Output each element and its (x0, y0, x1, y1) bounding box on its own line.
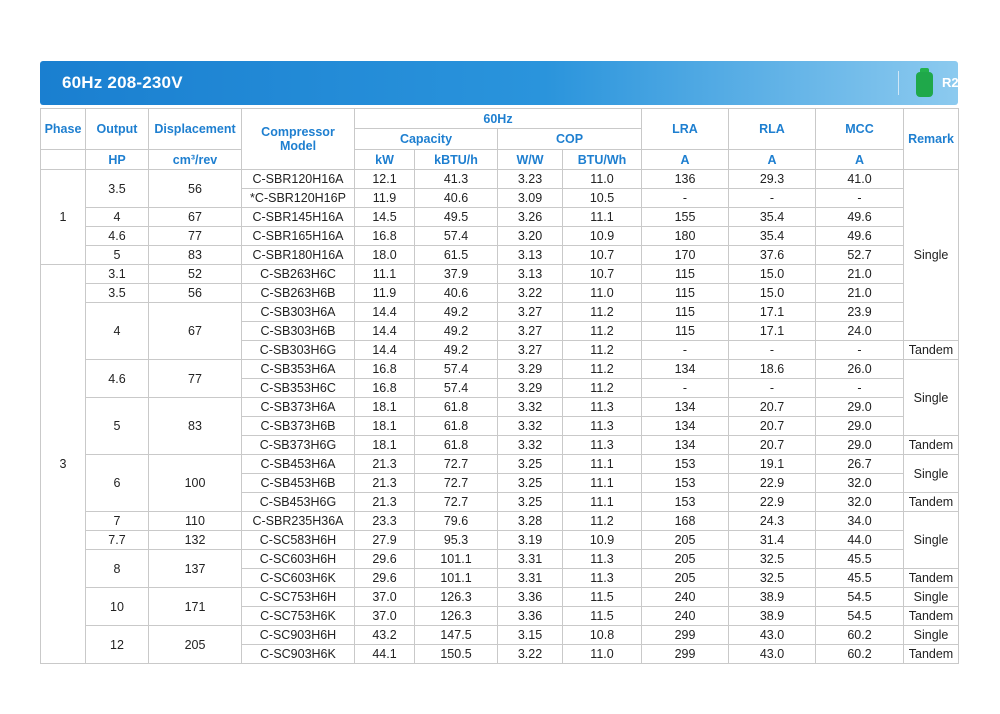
unit-mcc: A (816, 150, 904, 170)
rla-cell: 22.9 (729, 474, 816, 493)
mcc-cell: 32.0 (816, 493, 904, 512)
table-row (41, 227, 959, 246)
kbtu-cell: 57.4 (415, 360, 498, 379)
model-cell: C-SB303H6A (242, 303, 355, 322)
remark-cell: Tandem (904, 607, 959, 626)
kbtu-cell: 72.7 (415, 493, 498, 512)
lra-cell: 153 (642, 474, 729, 493)
btuwh-cell: 10.9 (563, 531, 642, 550)
col-60hz: 60Hz (355, 109, 642, 129)
rla-cell: 38.9 (729, 588, 816, 607)
remark-cell: Tandem (904, 493, 959, 512)
model-cell: C-SC603H6H (242, 550, 355, 569)
mcc-cell: 29.0 (816, 436, 904, 455)
lra-cell: 153 (642, 493, 729, 512)
ww-cell: 3.27 (498, 303, 563, 322)
kbtu-cell: 40.6 (415, 284, 498, 303)
kbtu-cell: 49.5 (415, 208, 498, 227)
table-row (41, 398, 959, 417)
unit-hp: HP (86, 150, 149, 170)
model-cell: C-SB303H6G (242, 341, 355, 360)
btuwh-cell: 11.1 (563, 474, 642, 493)
banner-divider (898, 71, 899, 95)
lra-cell: 299 (642, 645, 729, 664)
remark-cell: Single (904, 170, 959, 341)
ww-cell: 3.22 (498, 284, 563, 303)
remark-cell: Tandem (904, 341, 959, 360)
rla-cell: 20.7 (729, 436, 816, 455)
kbtu-cell: 72.7 (415, 455, 498, 474)
disp-cell: 67 (149, 208, 242, 227)
btuwh-cell: 11.2 (563, 303, 642, 322)
kw-cell: 18.1 (355, 398, 415, 417)
ww-cell: 3.29 (498, 379, 563, 398)
btuwh-cell: 11.1 (563, 455, 642, 474)
kbtu-cell: 57.4 (415, 379, 498, 398)
ww-cell: 3.29 (498, 360, 563, 379)
ww-cell: 3.25 (498, 493, 563, 512)
kbtu-cell: 49.2 (415, 322, 498, 341)
refrigerant-label: R22 (942, 75, 966, 90)
btuwh-cell: 11.2 (563, 322, 642, 341)
btuwh-cell: 10.7 (563, 265, 642, 284)
mcc-cell: 24.0 (816, 322, 904, 341)
lra-cell: - (642, 341, 729, 360)
rla-cell: - (729, 341, 816, 360)
model-cell: C-SB303H6B (242, 322, 355, 341)
phase-cell: 3 (41, 265, 86, 664)
btuwh-cell: 11.3 (563, 398, 642, 417)
rla-cell: 22.9 (729, 493, 816, 512)
ww-cell: 3.25 (498, 474, 563, 493)
btuwh-cell: 11.3 (563, 550, 642, 569)
ww-cell: 3.36 (498, 607, 563, 626)
lra-cell: 155 (642, 208, 729, 227)
mcc-cell: 29.0 (816, 417, 904, 436)
model-cell: *C-SBR120H16P (242, 189, 355, 208)
rla-cell: - (729, 379, 816, 398)
mcc-cell: - (816, 189, 904, 208)
unit-btuwh: BTU/Wh (563, 150, 642, 170)
kw-cell: 16.8 (355, 227, 415, 246)
btuwh-cell: 11.2 (563, 512, 642, 531)
model-cell: C-SBR165H16A (242, 227, 355, 246)
compressor-spec-table (40, 108, 959, 664)
rla-cell: 37.6 (729, 246, 816, 265)
col-displacement: Displacement (149, 109, 242, 150)
model-cell: C-SBR235H36A (242, 512, 355, 531)
kbtu-cell: 61.5 (415, 246, 498, 265)
rla-cell: 15.0 (729, 284, 816, 303)
mcc-cell: 29.0 (816, 398, 904, 417)
mcc-cell: 60.2 (816, 626, 904, 645)
kw-cell: 21.3 (355, 455, 415, 474)
disp-cell: 77 (149, 360, 242, 398)
kbtu-cell: 126.3 (415, 588, 498, 607)
remark-cell: Single (904, 512, 959, 569)
kbtu-cell: 57.4 (415, 227, 498, 246)
disp-cell: 67 (149, 303, 242, 360)
hp-cell: 5 (86, 246, 149, 265)
lra-cell: 170 (642, 246, 729, 265)
disp-cell: 56 (149, 170, 242, 208)
hp-cell: 4.6 (86, 227, 149, 246)
col-rla: RLA (729, 109, 816, 150)
table-row (41, 550, 959, 569)
col-output: Output (86, 109, 149, 150)
refrigerant-cylinder-icon (916, 68, 933, 98)
table-row (41, 246, 959, 265)
mcc-cell: 60.2 (816, 645, 904, 664)
rla-cell: 15.0 (729, 265, 816, 284)
mcc-cell: 54.5 (816, 588, 904, 607)
kbtu-cell: 41.3 (415, 170, 498, 189)
table-row (41, 588, 959, 607)
mcc-cell: - (816, 379, 904, 398)
ww-cell: 3.32 (498, 417, 563, 436)
lra-cell: 205 (642, 569, 729, 588)
lra-cell: 115 (642, 265, 729, 284)
kw-cell: 14.4 (355, 322, 415, 341)
mcc-cell: 45.5 (816, 550, 904, 569)
lra-cell: 134 (642, 436, 729, 455)
ww-cell: 3.22 (498, 645, 563, 664)
hp-cell: 4.6 (86, 360, 149, 398)
lra-cell: 134 (642, 398, 729, 417)
rla-cell: 35.4 (729, 227, 816, 246)
kbtu-cell: 40.6 (415, 189, 498, 208)
model-cell: C-SC583H6H (242, 531, 355, 550)
lra-cell: 115 (642, 322, 729, 341)
hp-cell: 10 (86, 588, 149, 626)
rla-cell: 38.9 (729, 607, 816, 626)
mcc-cell: 26.0 (816, 360, 904, 379)
model-cell: C-SC903H6H (242, 626, 355, 645)
mcc-cell: 34.0 (816, 512, 904, 531)
ww-cell: 3.25 (498, 455, 563, 474)
remark-cell: Single (904, 360, 959, 436)
remark-cell: Tandem (904, 436, 959, 455)
disp-cell: 52 (149, 265, 242, 284)
rla-cell: 31.4 (729, 531, 816, 550)
unit-kw: kW (355, 150, 415, 170)
kw-cell: 14.5 (355, 208, 415, 227)
kw-cell: 18.1 (355, 417, 415, 436)
kbtu-cell: 147.5 (415, 626, 498, 645)
table-row (41, 455, 959, 474)
hp-cell: 7.7 (86, 531, 149, 550)
hp-cell: 5 (86, 398, 149, 455)
unit-displacement: cm³/rev (149, 150, 242, 170)
remark-cell: Single (904, 455, 959, 493)
kw-cell: 29.6 (355, 550, 415, 569)
mcc-cell: 26.7 (816, 455, 904, 474)
rla-cell: 43.0 (729, 645, 816, 664)
btuwh-cell: 11.5 (563, 607, 642, 626)
model-cell: C-SB353H6C (242, 379, 355, 398)
model-cell: C-SBR145H16A (242, 208, 355, 227)
lra-cell: - (642, 189, 729, 208)
btuwh-cell: 11.5 (563, 588, 642, 607)
hp-cell: 4 (86, 208, 149, 227)
btuwh-cell: 10.7 (563, 246, 642, 265)
btuwh-cell: 11.2 (563, 360, 642, 379)
ww-cell: 3.27 (498, 322, 563, 341)
unit-ww: W/W (498, 150, 563, 170)
col-cop: COP (498, 129, 642, 150)
rla-cell: 20.7 (729, 398, 816, 417)
rla-cell: 19.1 (729, 455, 816, 474)
kbtu-cell: 101.1 (415, 550, 498, 569)
btuwh-cell: 11.3 (563, 569, 642, 588)
mcc-cell: 23.9 (816, 303, 904, 322)
kw-cell: 29.6 (355, 569, 415, 588)
lra-cell: 136 (642, 170, 729, 189)
lra-cell: 115 (642, 284, 729, 303)
disp-cell: 110 (149, 512, 242, 531)
table-row (41, 360, 959, 379)
model-cell: C-SC753H6K (242, 607, 355, 626)
lra-cell: 115 (642, 303, 729, 322)
model-cell: C-SB353H6A (242, 360, 355, 379)
rla-cell: 32.5 (729, 550, 816, 569)
col-mcc: MCC (816, 109, 904, 150)
table-row (41, 170, 959, 189)
btuwh-cell: 11.2 (563, 341, 642, 360)
lra-cell: 180 (642, 227, 729, 246)
model-cell: C-SC603H6K (242, 569, 355, 588)
kw-cell: 27.9 (355, 531, 415, 550)
ww-cell: 3.31 (498, 569, 563, 588)
unit-lra: A (642, 150, 729, 170)
disp-cell: 100 (149, 455, 242, 512)
btuwh-cell: 10.8 (563, 626, 642, 645)
btuwh-cell: 11.2 (563, 379, 642, 398)
kbtu-cell: 72.7 (415, 474, 498, 493)
table-title-banner (40, 61, 966, 105)
table-row (41, 265, 959, 284)
unit-rla: A (729, 150, 816, 170)
kbtu-cell: 61.8 (415, 436, 498, 455)
model-cell: C-SBR180H16A (242, 246, 355, 265)
btuwh-cell: 11.0 (563, 284, 642, 303)
mcc-cell: 49.6 (816, 208, 904, 227)
rla-cell: - (729, 189, 816, 208)
ww-cell: 3.36 (498, 588, 563, 607)
remark-cell: Tandem (904, 569, 959, 588)
kbtu-cell: 61.8 (415, 417, 498, 436)
table-row (41, 531, 959, 550)
ww-cell: 3.19 (498, 531, 563, 550)
kbtu-cell: 49.2 (415, 341, 498, 360)
col-phase: Phase (41, 109, 86, 150)
kbtu-cell: 150.5 (415, 645, 498, 664)
col-remark: Remark (904, 109, 959, 170)
kw-cell: 12.1 (355, 170, 415, 189)
hp-cell: 3.5 (86, 170, 149, 208)
hp-cell: 3.5 (86, 284, 149, 303)
rla-cell: 35.4 (729, 208, 816, 227)
btuwh-cell: 11.1 (563, 208, 642, 227)
disp-cell: 83 (149, 398, 242, 455)
phase-cell: 1 (41, 170, 86, 265)
col-lra: LRA (642, 109, 729, 150)
kw-cell: 43.2 (355, 626, 415, 645)
remark-cell: Tandem (904, 645, 959, 664)
model-cell: C-SB263H6B (242, 284, 355, 303)
kbtu-cell: 61.8 (415, 398, 498, 417)
hp-cell: 6 (86, 455, 149, 512)
kw-cell: 16.8 (355, 360, 415, 379)
kw-cell: 11.9 (355, 284, 415, 303)
mcc-cell: 41.0 (816, 170, 904, 189)
model-cell: C-SC753H6H (242, 588, 355, 607)
kw-cell: 18.1 (355, 436, 415, 455)
hp-cell: 4 (86, 303, 149, 360)
lra-cell: 205 (642, 531, 729, 550)
disp-cell: 83 (149, 246, 242, 265)
unit-kbtu: kBTU/h (415, 150, 498, 170)
ww-cell: 3.32 (498, 436, 563, 455)
btuwh-cell: 10.5 (563, 189, 642, 208)
lra-cell: 168 (642, 512, 729, 531)
remark-cell: Single (904, 626, 959, 645)
lra-cell: 134 (642, 360, 729, 379)
table-row (41, 284, 959, 303)
col-capacity: Capacity (355, 129, 498, 150)
kw-cell: 21.3 (355, 474, 415, 493)
lra-cell: 153 (642, 455, 729, 474)
kbtu-cell: 101.1 (415, 569, 498, 588)
kbtu-cell: 49.2 (415, 303, 498, 322)
ww-cell: 3.26 (498, 208, 563, 227)
ww-cell: 3.28 (498, 512, 563, 531)
hp-cell: 12 (86, 626, 149, 664)
rla-cell: 43.0 (729, 626, 816, 645)
kw-cell: 14.4 (355, 341, 415, 360)
lra-cell: 240 (642, 607, 729, 626)
hp-cell: 8 (86, 550, 149, 588)
btuwh-cell: 11.3 (563, 417, 642, 436)
lra-cell: - (642, 379, 729, 398)
model-cell: C-SBR120H16A (242, 170, 355, 189)
btuwh-cell: 11.1 (563, 493, 642, 512)
kw-cell: 14.4 (355, 303, 415, 322)
kw-cell: 23.3 (355, 512, 415, 531)
mcc-cell: 21.0 (816, 265, 904, 284)
ww-cell: 3.15 (498, 626, 563, 645)
mcc-cell: 49.6 (816, 227, 904, 246)
disp-cell: 56 (149, 284, 242, 303)
mcc-cell: 52.7 (816, 246, 904, 265)
mcc-cell: 54.5 (816, 607, 904, 626)
rla-cell: 18.6 (729, 360, 816, 379)
mcc-cell: 32.0 (816, 474, 904, 493)
ww-cell: 3.13 (498, 246, 563, 265)
rla-cell: 29.3 (729, 170, 816, 189)
kw-cell: 18.0 (355, 246, 415, 265)
disp-cell: 77 (149, 227, 242, 246)
disp-cell: 205 (149, 626, 242, 664)
kw-cell: 21.3 (355, 493, 415, 512)
mcc-cell: - (816, 341, 904, 360)
kbtu-cell: 126.3 (415, 607, 498, 626)
model-cell: C-SC903H6K (242, 645, 355, 664)
lra-cell: 240 (642, 588, 729, 607)
model-cell: C-SB373H6G (242, 436, 355, 455)
kbtu-cell: 37.9 (415, 265, 498, 284)
model-cell: C-SB263H6C (242, 265, 355, 284)
ww-cell: 3.27 (498, 341, 563, 360)
btuwh-cell: 11.0 (563, 645, 642, 664)
rla-cell: 32.5 (729, 569, 816, 588)
ww-cell: 3.20 (498, 227, 563, 246)
model-cell: C-SB373H6B (242, 417, 355, 436)
mcc-cell: 21.0 (816, 284, 904, 303)
model-cell: C-SB453H6B (242, 474, 355, 493)
hp-cell: 7 (86, 512, 149, 531)
rla-cell: 20.7 (729, 417, 816, 436)
lra-cell: 299 (642, 626, 729, 645)
table-row (41, 303, 959, 322)
page-title: 60Hz 208-230V (62, 73, 183, 92)
table-row (41, 208, 959, 227)
btuwh-cell: 11.0 (563, 170, 642, 189)
table-row (41, 626, 959, 645)
model-cell: C-SB373H6A (242, 398, 355, 417)
kw-cell: 11.9 (355, 189, 415, 208)
ww-cell: 3.31 (498, 550, 563, 569)
rla-cell: 24.3 (729, 512, 816, 531)
kw-cell: 37.0 (355, 588, 415, 607)
mcc-cell: 44.0 (816, 531, 904, 550)
mcc-cell: 45.5 (816, 569, 904, 588)
kw-cell: 11.1 (355, 265, 415, 284)
disp-cell: 132 (149, 531, 242, 550)
hp-cell: 3.1 (86, 265, 149, 284)
ww-cell: 3.23 (498, 170, 563, 189)
rla-cell: 17.1 (729, 322, 816, 341)
btuwh-cell: 10.9 (563, 227, 642, 246)
kbtu-cell: 79.6 (415, 512, 498, 531)
btuwh-cell: 11.3 (563, 436, 642, 455)
model-cell: C-SB453H6G (242, 493, 355, 512)
lra-cell: 134 (642, 417, 729, 436)
kbtu-cell: 95.3 (415, 531, 498, 550)
kw-cell: 37.0 (355, 607, 415, 626)
col-compressor-model: Compressor Model (242, 109, 355, 170)
remark-cell: Single (904, 588, 959, 607)
rla-cell: 17.1 (729, 303, 816, 322)
disp-cell: 137 (149, 550, 242, 588)
unit-phase (41, 150, 86, 170)
kw-cell: 44.1 (355, 645, 415, 664)
lra-cell: 205 (642, 550, 729, 569)
ww-cell: 3.13 (498, 265, 563, 284)
ww-cell: 3.32 (498, 398, 563, 417)
kw-cell: 16.8 (355, 379, 415, 398)
ww-cell: 3.09 (498, 189, 563, 208)
disp-cell: 171 (149, 588, 242, 626)
table-row (41, 512, 959, 531)
model-cell: C-SB453H6A (242, 455, 355, 474)
